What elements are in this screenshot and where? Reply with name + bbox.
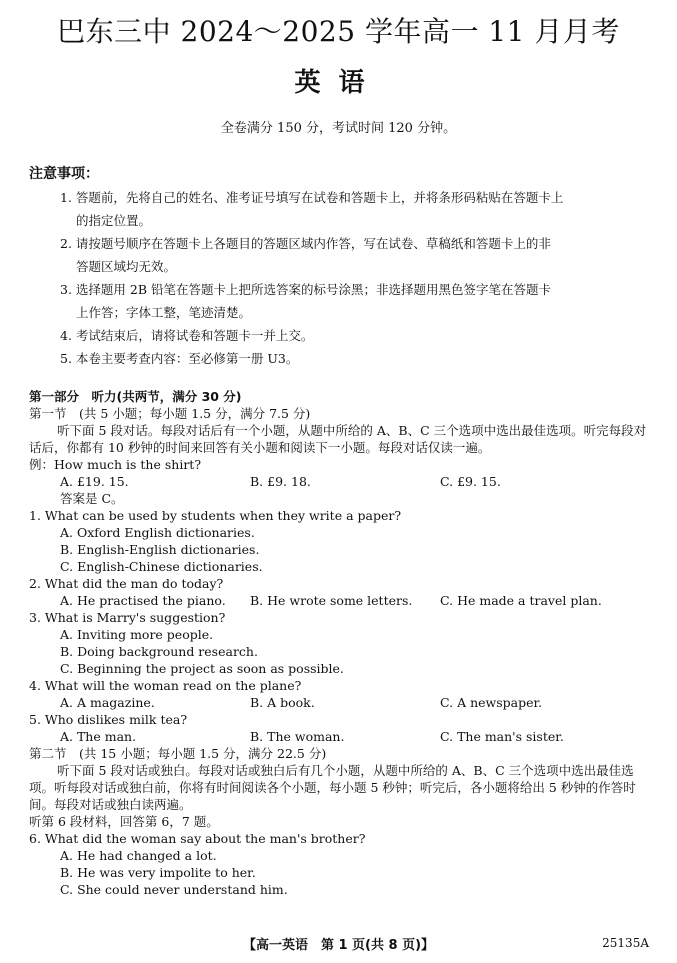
option-a: A. He practised the piano.	[60, 593, 226, 608]
exam-title: 巴东三中 2024～2025 学年高一 11 月月考	[57, 15, 620, 48]
section1-heading: 第一节 (共 5 小题；每小题 1.5 分，满分 7.5 分)	[29, 406, 311, 421]
option-c: C. English-Chinese dictionaries.	[60, 559, 263, 574]
option-a: A. He had changed a lot.	[60, 848, 217, 863]
option-b: B. Doing background research.	[60, 644, 258, 659]
notice-item	[60, 347, 650, 370]
option-b: B. He was very impolite to her.	[60, 865, 256, 880]
question-4: 4. What will the woman read on the plane?	[29, 678, 302, 693]
notice-item	[60, 232, 650, 278]
notice-heading: 注意事项：	[29, 166, 99, 182]
question-1: 1. What can be used by students when they write a paper?	[29, 508, 402, 523]
option-b: B. £9. 18.	[250, 474, 311, 489]
option-a: A. Oxford English dictionaries.	[60, 525, 255, 540]
notice-item-text: 3. 选择题用 2B 铅笔在答题卡上把所选答案的标号涂黑；非选择题用黑色签字笔在答题卡	[60, 282, 551, 297]
notice-item	[60, 324, 650, 347]
section2-instructions: 听下面 5 段对话或独白。每段对话或独白后有几个小题，从题中所给的 A、B、C 三个选项中选出最佳选项。听每段对话或独白前，你将有时间阅读各个小题，每小题 5 秒钟；听完后，各小题将给出 5 秒钟的作答时间。每段对话或独白读两遍。	[29, 763, 636, 812]
option-a: A. The man.	[60, 729, 137, 744]
question-5: 5. Who dislikes milk tea?	[29, 712, 188, 727]
option-a: A. £19. 15.	[60, 474, 129, 489]
part1-heading: 第一部分 听力(共两节，满分 30 分)	[29, 389, 242, 404]
option-c: C. The man's sister.	[440, 729, 564, 744]
question-2-options	[29, 592, 649, 609]
notice-item-continuation: 上作答；字体工整，笔迹清楚。	[76, 305, 252, 320]
notice-item	[60, 186, 650, 232]
option-c: C. A newspaper.	[440, 695, 543, 710]
option-b: B. The woman.	[250, 729, 345, 744]
option-c: C. He made a travel plan.	[440, 593, 602, 608]
question-5-options	[29, 728, 649, 745]
option-a: A. Inviting more people.	[60, 627, 214, 642]
notice-item	[60, 278, 650, 324]
page-footer: 【高一英语 第 1 页(共 8 页)】	[242, 938, 435, 953]
option-c: C. £9. 15.	[440, 474, 501, 489]
paper-code: 25135A	[602, 936, 649, 950]
score-info: 全卷满分 150 分，考试时间 120 分钟。	[220, 121, 457, 136]
notice-item-continuation: 答题区域均无效。	[76, 259, 177, 274]
part1-listening	[29, 388, 649, 898]
question-2: 2. What did the man do today?	[29, 576, 224, 591]
question-4-options	[29, 694, 649, 711]
section2-heading: 第二节 (共 15 小题；每小题 1.5 分，满分 22.5 分)	[29, 746, 327, 761]
option-b: B. English-English dictionaries.	[60, 542, 260, 557]
section1-instructions: 听下面 5 段对话。每段对话后有一个小题，从题中所给的 A、B、C 三个选项中选出最佳选项。听完每段对话后，你都有 10 秒钟的时间来回答有关小题和阅读下一小题。每段对话仅读一遍。	[29, 423, 647, 455]
question-6: 6. What did the woman say about the man's brother?	[29, 831, 366, 846]
notice-list	[60, 186, 650, 370]
notice-item-text: 4. 考试结束后，请将试卷和答题卡一并上交。	[60, 328, 314, 343]
example-answer: 答案是 C。	[60, 491, 124, 506]
example-question: 例：How much is the shirt?	[29, 457, 202, 472]
question-3: 3. What is Marry's suggestion?	[29, 610, 226, 625]
notice-item-text: 5. 本卷主要考查内容：至必修第一册 U3。	[60, 351, 299, 366]
option-c: C. She could never understand him.	[60, 882, 288, 897]
option-b: B. A book.	[250, 695, 315, 710]
notice-item-text: 1. 答题前，先将自己的姓名、准考证号填写在试卷和答题卡上，并将条形码粘贴在答题卡上	[60, 190, 564, 205]
option-b: B. He wrote some letters.	[250, 593, 413, 608]
material-6-note: 听第 6 段材料，回答第 6，7 题。	[29, 814, 219, 829]
notice-item-continuation: 的指定位置。	[76, 213, 152, 228]
subject-title: 英语	[294, 68, 383, 98]
example-options	[29, 473, 649, 490]
option-a: A. A magazine.	[60, 695, 155, 710]
notice-item-text: 2. 请按题号顺序在答题卡上各题目的答题区域内作答，写在试卷、草稿纸和答题卡上的非	[60, 236, 551, 251]
option-c: C. Beginning the project as soon as possible.	[60, 661, 344, 676]
